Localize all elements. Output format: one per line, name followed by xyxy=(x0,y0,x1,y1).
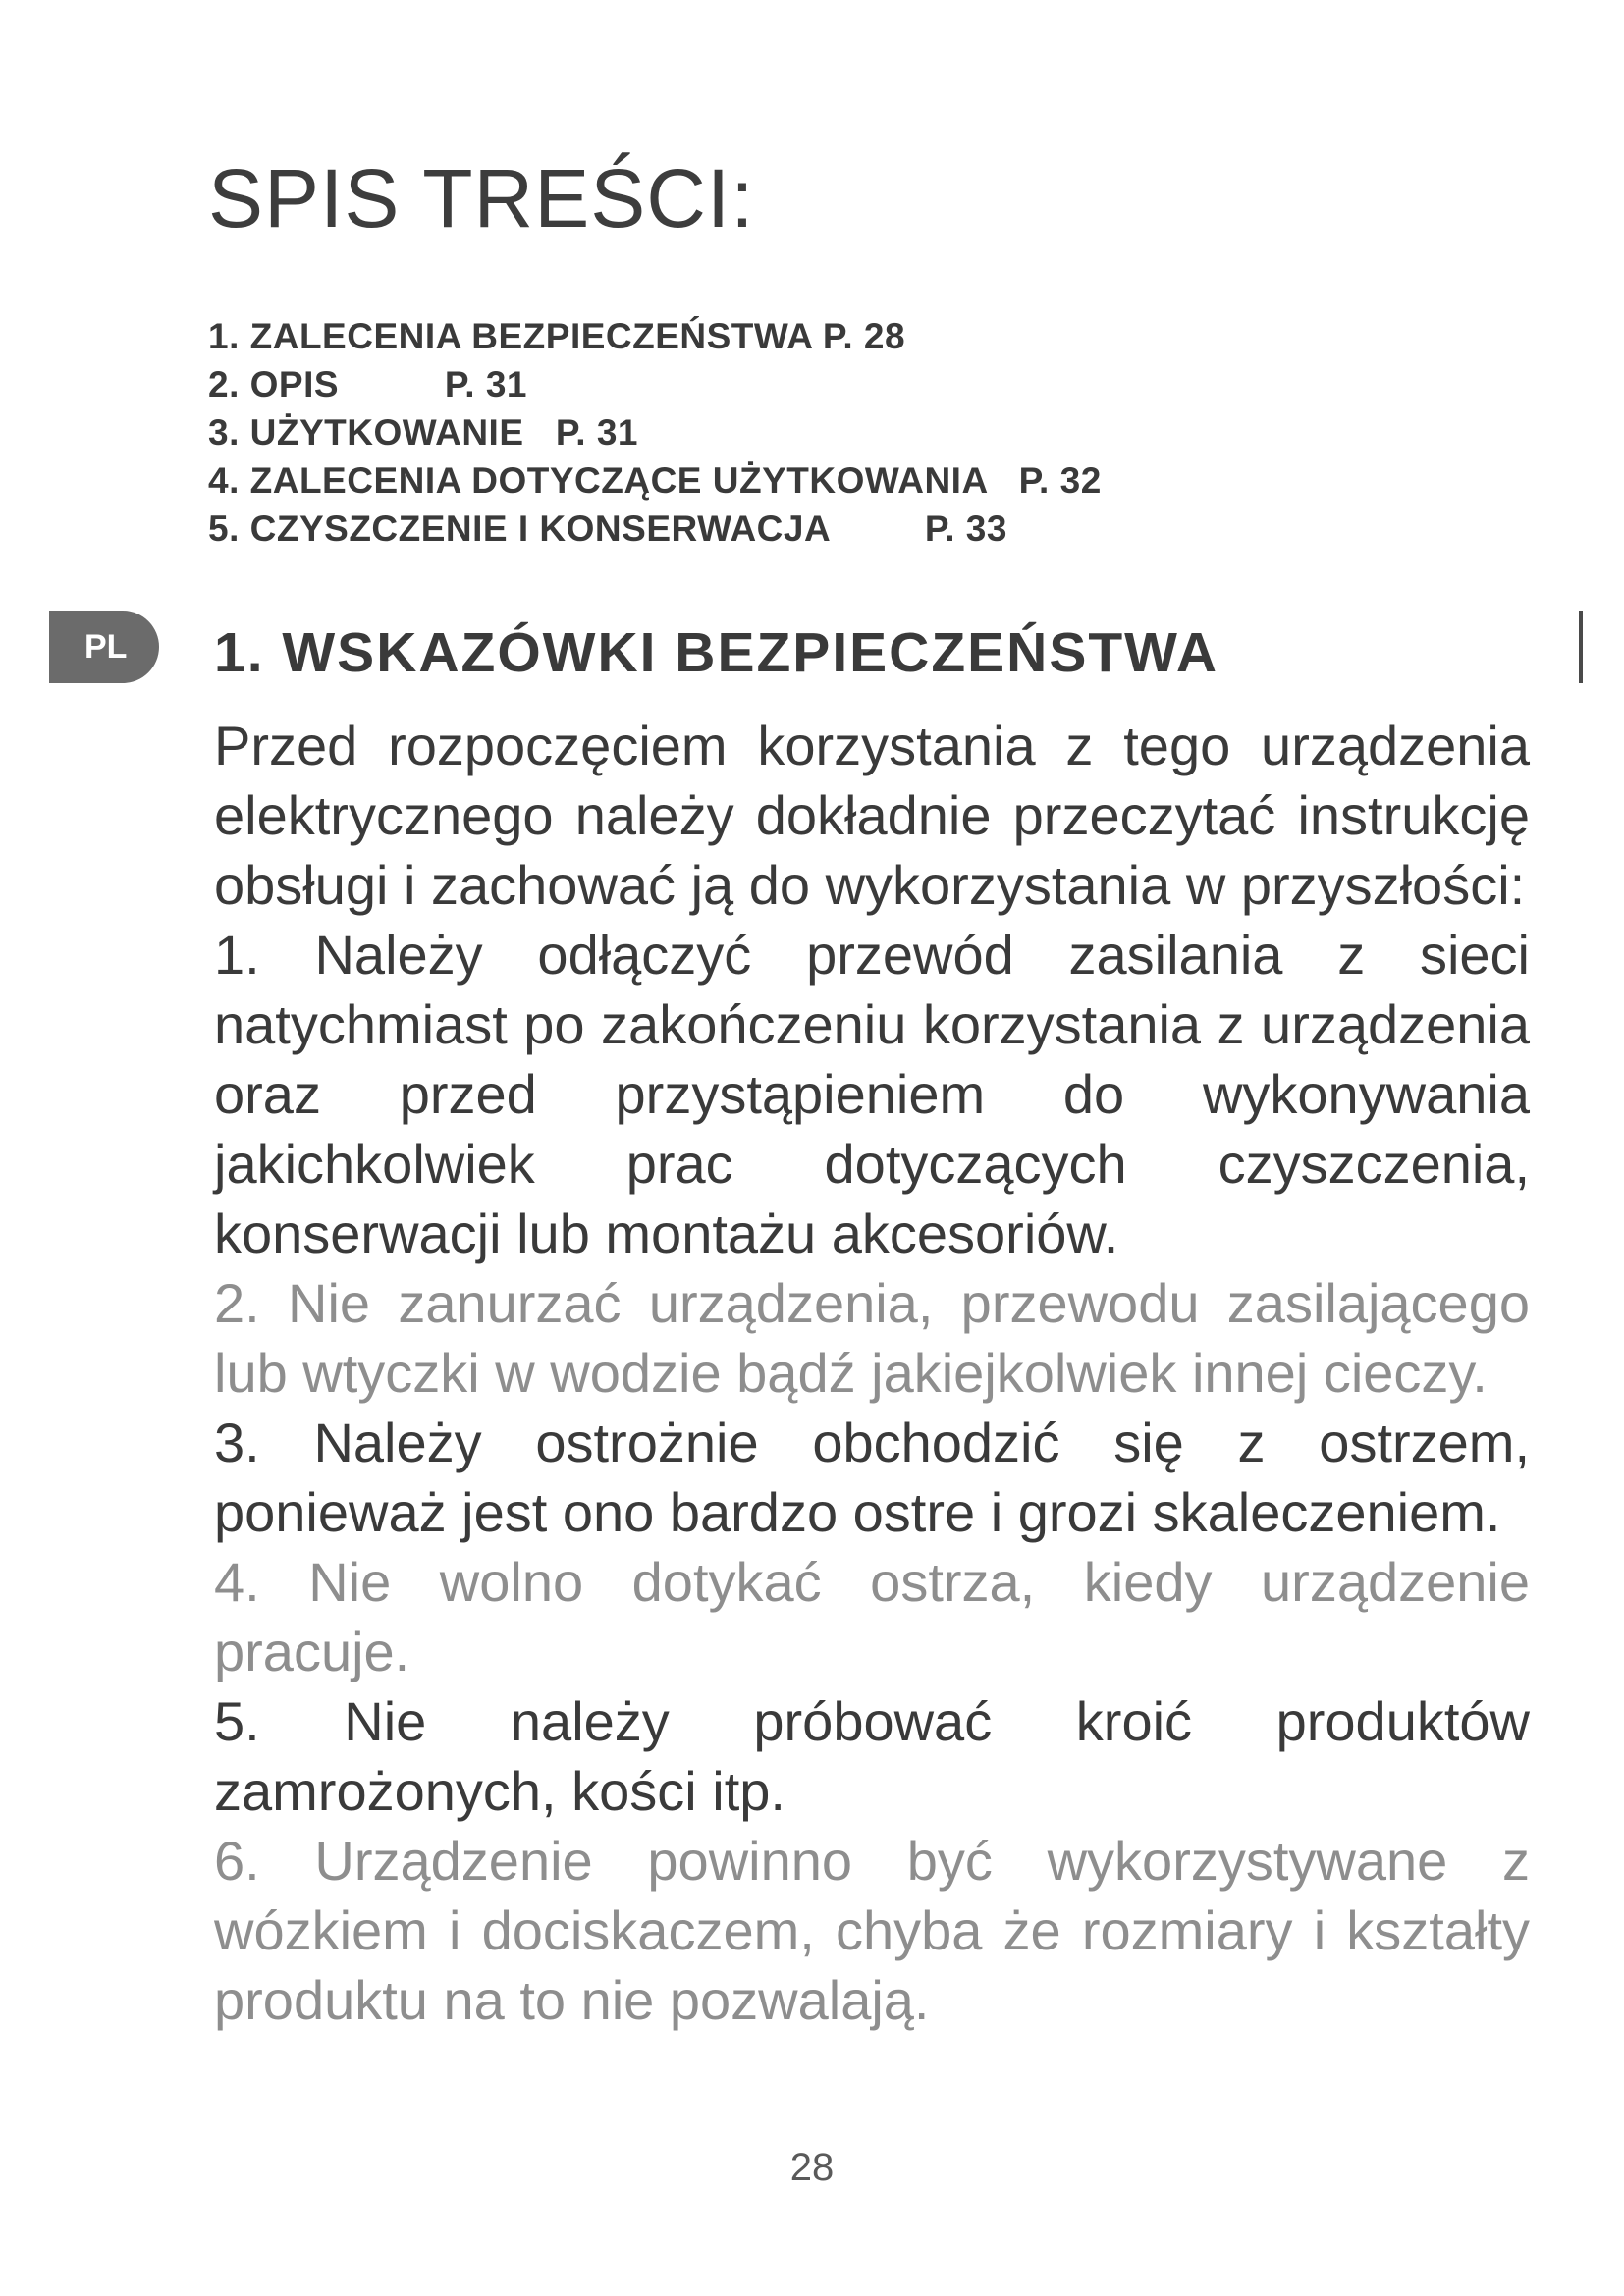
toc-item[interactable]: 4. ZALECENIA DOTYCZĄCE UŻYTKOWANIA P. 32 xyxy=(208,460,1102,501)
safety-item: 2. Nie zanurzać urządzenia, przewodu zasilającego lub wtyczki w wodzie bądź jakiejkolwiek innej cieczy. xyxy=(214,1272,1530,1404)
table-of-contents xyxy=(208,312,1102,553)
toc-item[interactable]: 2. OPIS P. 31 xyxy=(208,364,527,404)
safety-item: 1. Należy odłączyć przewód zasilania z sieci natychmiast po zakończeniu korzystania z urządzenia oraz przed przystąpieniem do wykonywania jakichkolwiek prac dotyczących czyszczenia, konserwacji lub montażu akcesoriów. xyxy=(214,924,1530,1264)
toc-title: SPIS TREŚCI: xyxy=(208,152,755,244)
margin-bar xyxy=(1579,611,1583,683)
page-number: 28 xyxy=(789,2146,835,2189)
safety-item: 4. Nie wolno dotykać ostrza, kiedy urządzenie pracuje. xyxy=(214,1551,1530,1682)
toc-item[interactable]: 3. UŻYTKOWANIE P. 31 xyxy=(208,412,638,453)
toc-item[interactable]: 5. CZYSZCZENIE I KONSERWACJA P. 33 xyxy=(208,508,1007,549)
safety-item: 3. Należy ostrożnie obchodzić się z ostrzem, ponieważ jest ono bardzo ostre i grozi skaleczeniem. xyxy=(214,1412,1530,1543)
safety-item: 5. Nie należy próbować kroić produktów zamrożonych, kości itp. xyxy=(214,1690,1530,1822)
section-heading: 1. WSKAZÓWKI BEZPIECZEŃSTWA xyxy=(214,621,1218,684)
toc-item[interactable]: 1. ZALECENIA BEZPIECZEŃSTWA P. 28 xyxy=(208,316,906,356)
intro-paragraph: Przed rozpoczęciem korzystania z tego urządzenia elektrycznego należy dokładnie przeczytać instrukcję obsługi i zachować ją do wykorzystania w przyszłości: xyxy=(214,715,1530,916)
safety-instructions xyxy=(214,711,1530,2035)
language-tab: PL xyxy=(49,611,159,683)
safety-item: 6. Urządzenie powinno być wykorzystywane z wózkiem i dociskaczem, chyba że rozmiary i kształty produktu na to nie pozwalają. xyxy=(214,1830,1530,2031)
